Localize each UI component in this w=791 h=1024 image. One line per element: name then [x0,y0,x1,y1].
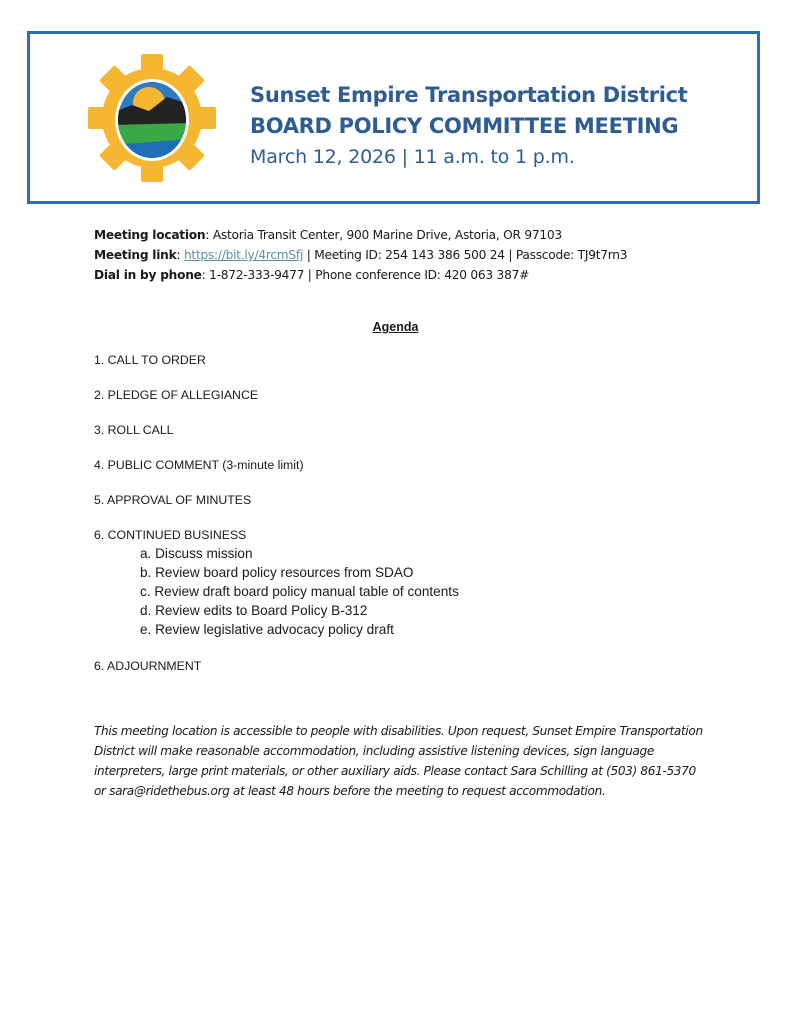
meeting-link[interactable]: https://bit.ly/4rcmSfj [183,248,304,262]
meeting-location-line [94,225,627,245]
org-name: Sunset Empire Transportation District [250,83,688,107]
agenda-item: 4. PUBLIC COMMENT (3-minute limit) [94,458,304,472]
agenda-item-adjournment: 6. ADJOURNMENT [94,659,202,673]
agenda-item: 2. PLEDGE OF ALLEGIANCE [94,388,259,402]
continued-business-label: 6. CONTINUED BUSINESS [94,528,247,542]
meeting-title: BOARD POLICY COMMITTEE MEETING [250,114,679,138]
spacer [94,639,459,657]
agenda-subitem: b. Review board policy resources from SDAO [140,565,414,580]
meeting-link-label: Meeting link [94,248,177,262]
agenda-item: 3. ROLL CALL [94,423,174,437]
meeting-id-passcode: | Meeting ID: 254 143 386 500 24 | Passcode: TJ9t7rn3 [303,248,628,262]
meeting-info [94,225,627,285]
agenda-list [94,351,459,692]
continued-business-subitems [140,544,459,639]
agenda-item: 1. CALL TO ORDER [94,353,206,367]
agenda-subitem: a. Discuss mission [140,546,253,561]
meeting-location-label: Meeting location [94,228,206,242]
meeting-link-sep: : [176,248,184,262]
agenda-heading: Agenda [372,320,419,334]
agenda-item: 5. APPROVAL OF MINUTES [94,493,252,507]
dial-in-line [94,265,627,285]
meeting-location-value: : Astoria Transit Center, 900 Marine Drive, Astoria, OR 97103 [205,228,562,242]
meeting-link-line [94,245,627,265]
dial-in-value: : 1-872-333-9477 | Phone conference ID: 420 063 387# [201,268,530,282]
gear-sunset-logo-icon [87,53,217,183]
header-banner [27,31,760,204]
agenda-subitem: c. Review draft board policy manual table of contents [140,584,459,599]
accessibility-notice: This meeting location is accessible to people with disabilities. Upon request, Sunset Empire Transportation District will make reasonable accommodation, including assistive listening devices, sign language interpreters, large print materials, or other auxiliary aids. Please contact Sara Schilling at (503) 861-5370 or sara@ridethebus.org at least 48 hours before the meeting to request accommodation. [94,724,703,798]
agenda-subitem: e. Review legislative advocacy policy draft [140,622,394,637]
dial-in-label: Dial in by phone [94,268,202,282]
meeting-date-time: March 12, 2026 | 11 a.m. to 1 p.m. [250,146,575,168]
agenda-item-continued-business [94,526,459,639]
agenda-subitem: d. Review edits to Board Policy B-312 [140,603,368,618]
header-title-block [250,80,688,172]
